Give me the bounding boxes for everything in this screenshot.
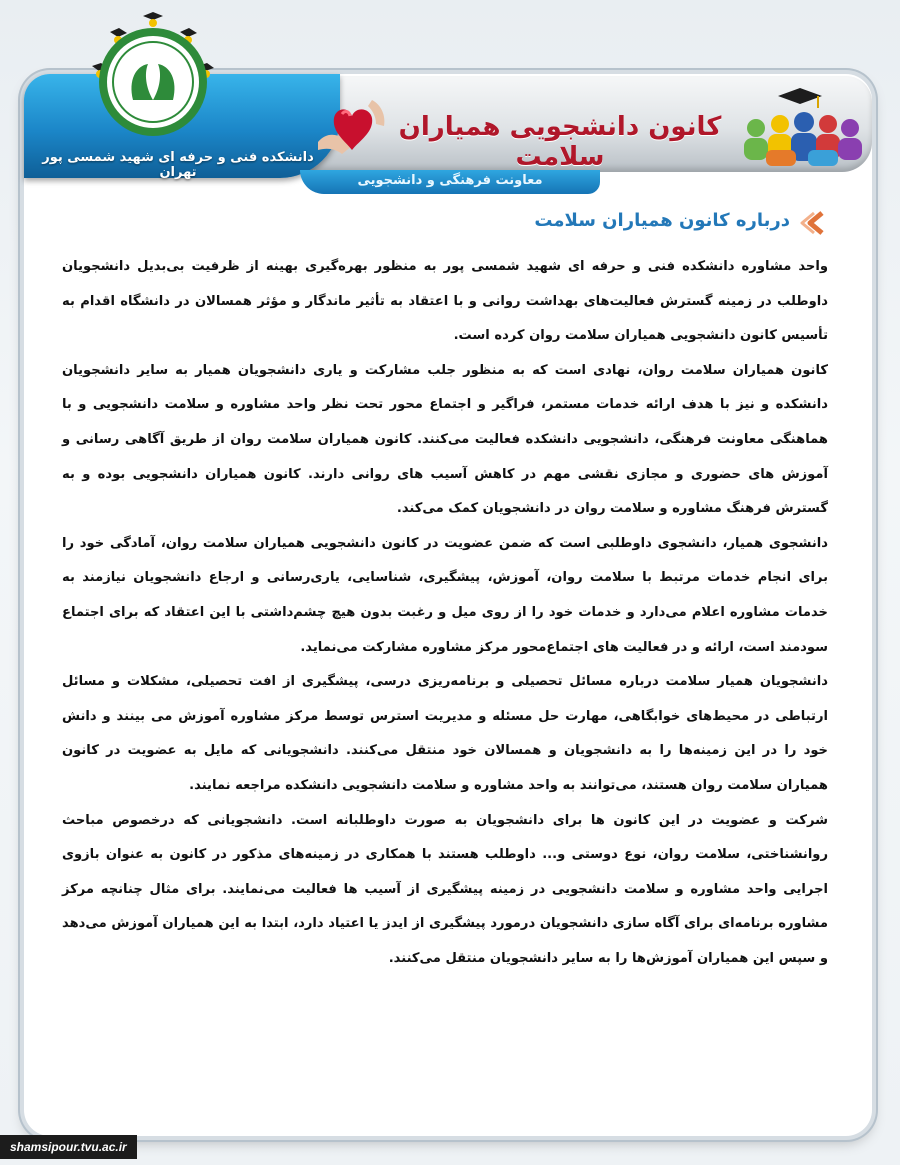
paragraph: کانون همیاران سلامت روان، نهادی است که به منظور جلب مشارکت و یاری دانشجویان همیار به سایر دانشجویان دانشکده و نیز با هدف ارائه خدمات مستمر، فراگیر و اجتماع محور تحت نظر واحد مشاوره و سلامت دانشجویی و با هماهنگی معاونت فرهنگی، دانشجویی دانشکده فعالیت می‌کنند. کانون همیاران سلامت روان از طریق آگاهی رسانی و آموزش های حضوری و مجازی نقشی مهم در کاهش آسیب های روانی دارند. کانون همیاران دانشجویی بوده و به گسترش فرهنگ مشاوره و سلامت روان در دانشجویان کمک می‌کند. xyxy=(62,362,828,517)
paragraph: دانشجوی همیار، دانشجوی داوطلبی است که ضمن عضویت در کانون دانشجویی همیاران سلامت روان، آمادگی خود را برای انجام خدمات مرتبط با سلامت روان، آموزش، پیشگیری، شناسایی، یاری‌رسانی و ارجاع دانشجویان نیازمند به خدمات مشاوره اعلام می‌دارد و خدمات خود را از روی میل و رغبت بدون هیچ چشم‌داشتی با این اعتقاد که برای اجتماع سودمند است، ارائه و در فعالیت های اجتماع‌محور مرکز مشاوره مشارکت می‌نماید. xyxy=(62,535,828,655)
section-heading xyxy=(500,208,830,236)
main-title: کانون دانشجویی همیاران سلامت xyxy=(398,112,722,172)
section-title: درباره کانون همیاران سلامت xyxy=(534,210,790,231)
paragraph: دانشجویان همیار سلامت درباره مسائل تحصیلی و برنامه‌ریزی درسی، پیشگیری از افت تحصیلی، مشکلات و مسائل ارتباطی در محیط‌های خوابگاهی، مهارت حل مسئله و مدیریت استرس توسط مرکز مشاوره آموزش می بینند و دانش خود را در این زمینه‌ها را به دانشجویان و همسالان خود منتقل می‌کنند. دانشجویانی که مایل به عضویت در کانون همیاران سلامت روان هستند، می‌توانند به واحد مشاوره و سلامت دانشجویی دانشکده مراجعه نمایند. xyxy=(62,674,828,793)
graduates-crowd-icon xyxy=(738,84,866,170)
college-name: دانشکده فنی و حرفه ای شهید شمسی پور تهران xyxy=(42,150,314,180)
paragraph: واحد مشاوره دانشکده فنی و حرفه ای شهید شمسی پور به منظور بهره‌گیری بهینه از ظرفیت بی‌بدیل دانشجویان داوطلب در زمینه گسترش فعالیت‌های بهداشت روانی و با اعتقاد به تأثیر ماندگار و مؤثر همسالان در دانشگاه اقدام به تأسیس کانون دانشجویی همیاران سلامت روان کرده است. xyxy=(62,259,828,344)
chevron-left-icon xyxy=(800,210,830,236)
department-label: معاونت فرهنگی و دانشجویی xyxy=(357,173,543,188)
site-url-label: shamsipour.tvu.ac.ir xyxy=(0,1135,137,1159)
article-body xyxy=(62,250,828,976)
logo-emblem xyxy=(88,10,218,140)
paragraph: شرکت و عضویت در این کانون ها برای دانشجویان به صورت داوطلبانه است. دانشجویانی که درخصوص مباحث روانشناختی، سلامت روان، نوع دوستی و... داوطلب هستند با همکاری در زمینه‌های مذکور در کانون به عنوان بازوی اجرایی واحد مشاوره و سلامت دانشجویی در زمینه پیشگیری از آسیب ها فعالیت می‌نمایند. برای مثال چنانچه مرکز مشاوره برنامه‌ای برای آگاه سازی دانشجویان درمورد پیشگیری از ایدز یا اعتیاد دارد، ابتدا به این همیاران آموزش می‌دهد و سپس این همیاران آموزش‌ها را به سایر دانشجویان منتقل می‌کنند. xyxy=(62,812,828,966)
